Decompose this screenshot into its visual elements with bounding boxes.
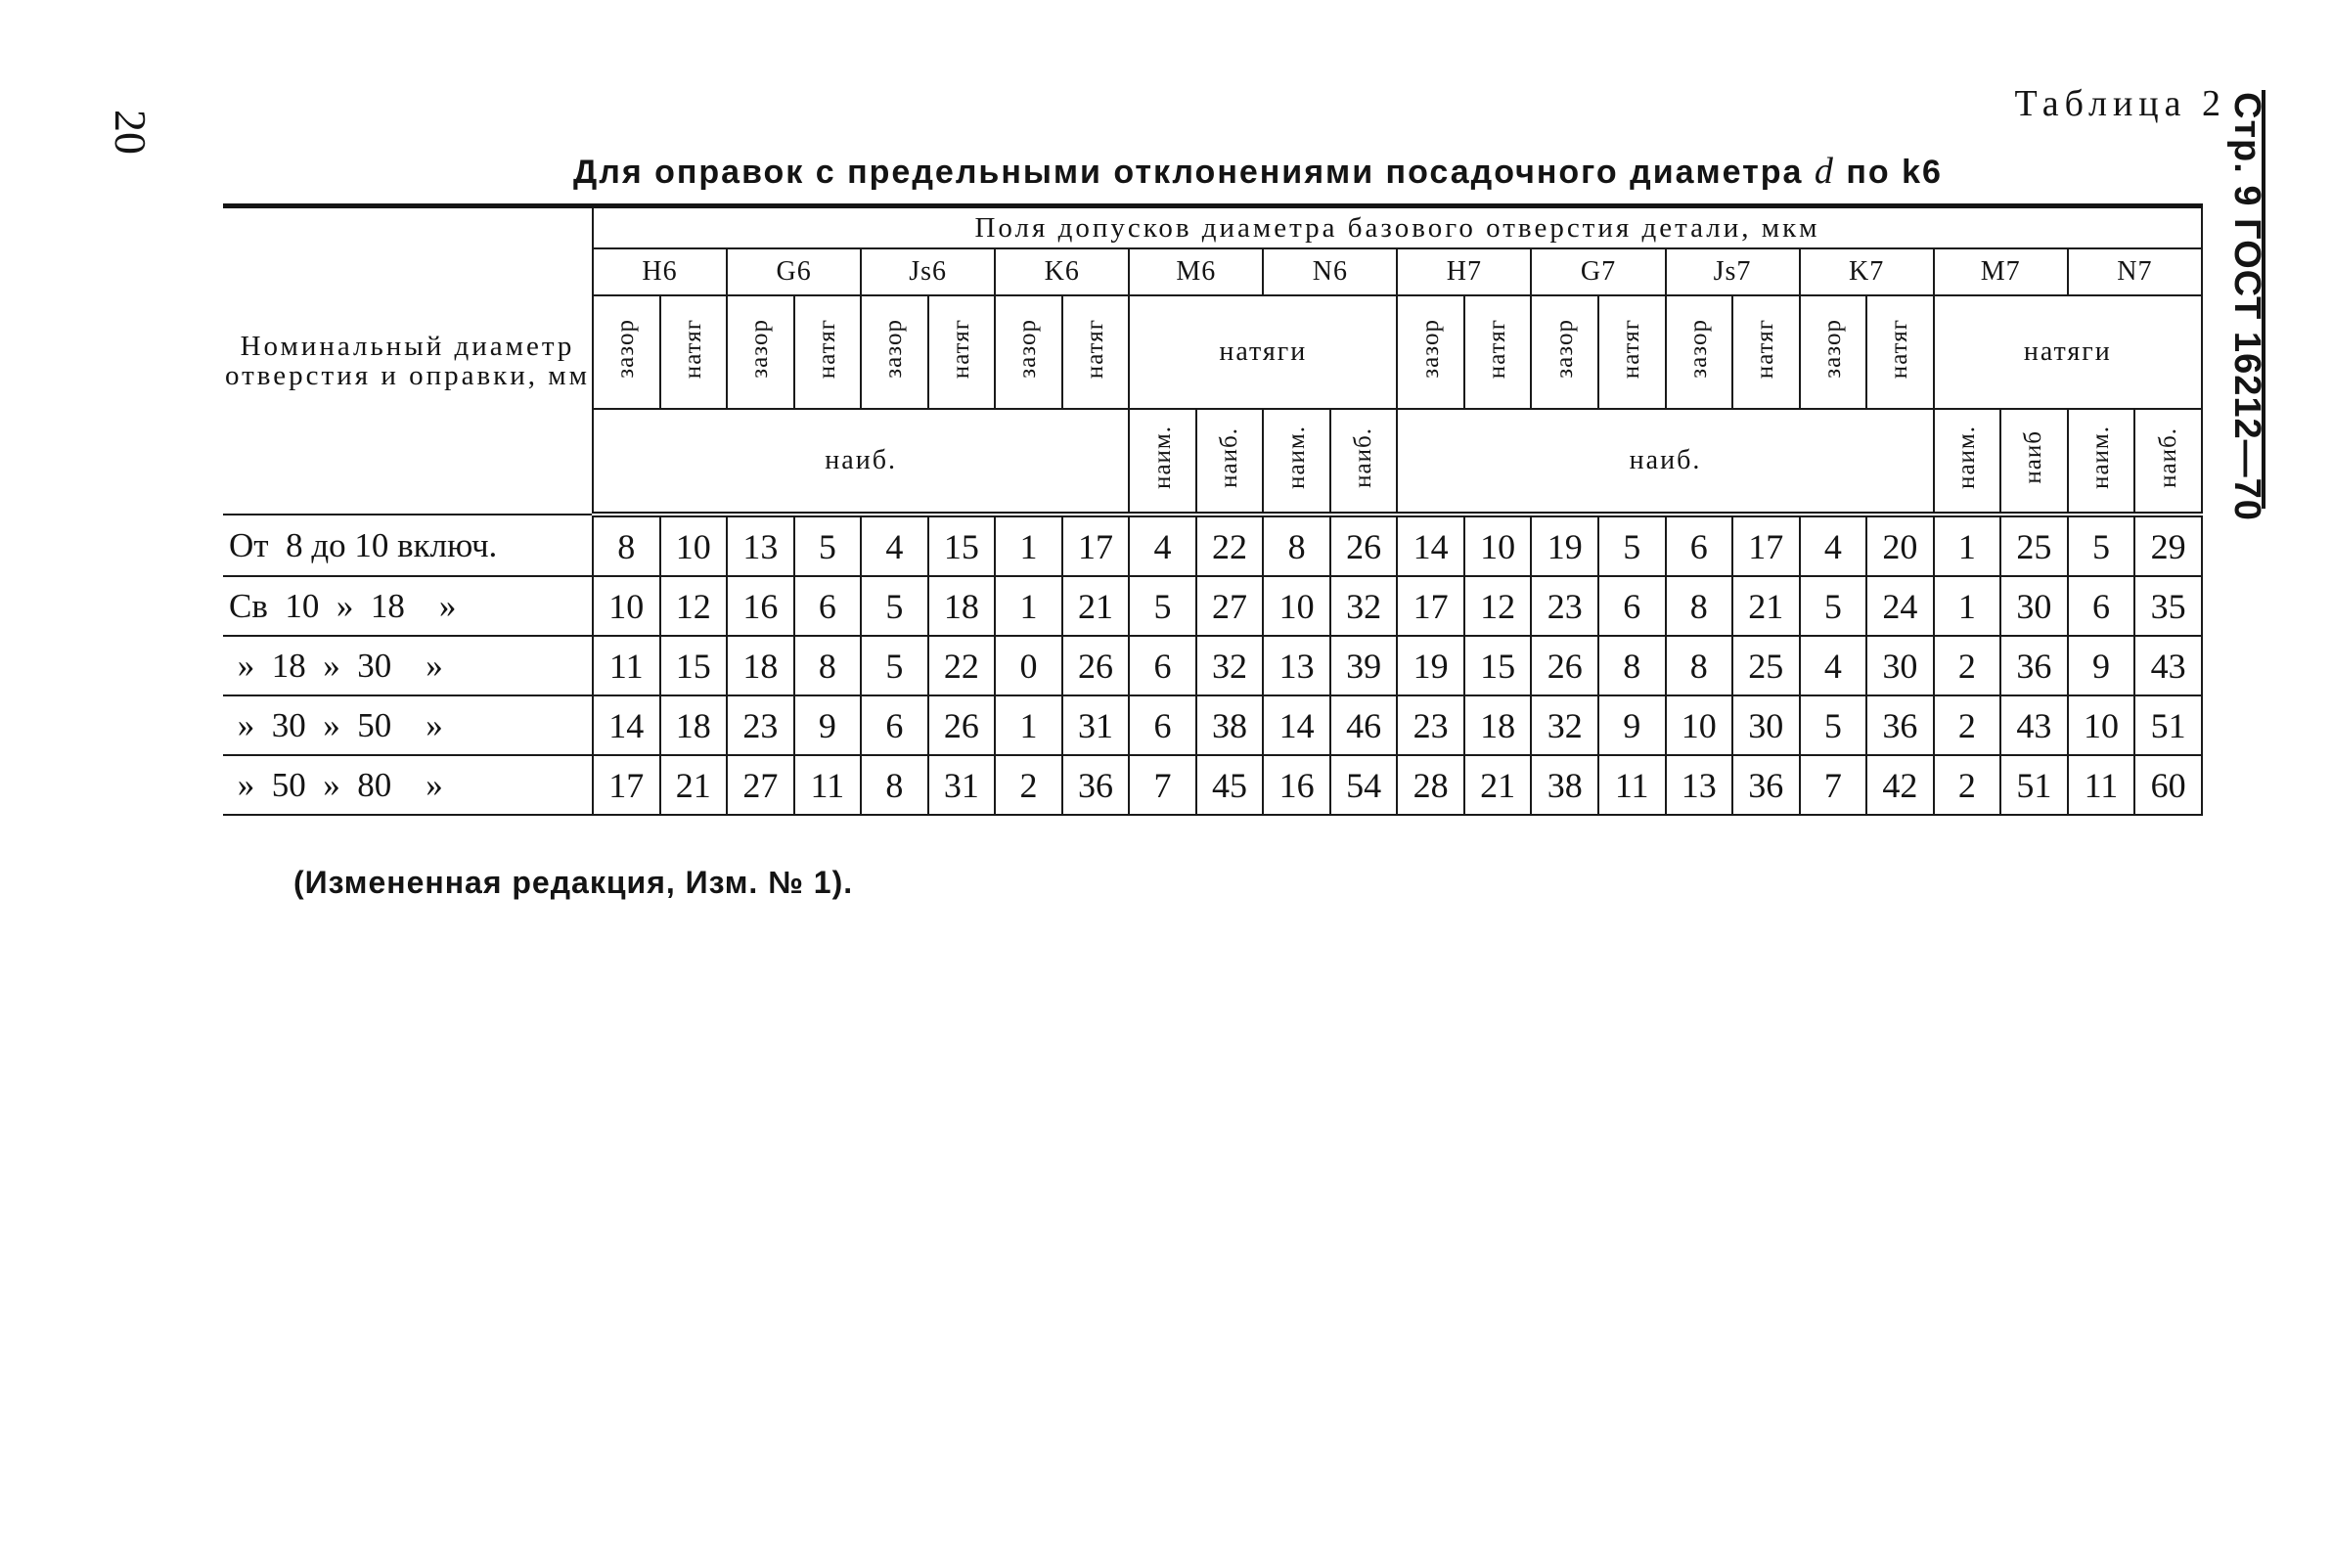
table-cell: 27 [727, 755, 794, 815]
field-k6: K6 [995, 248, 1129, 295]
table-cell: 27 [1196, 576, 1264, 636]
n7-max-header: наиб. [2134, 409, 2202, 515]
table-cell: 10 [1666, 695, 1733, 755]
table-cell: 26 [1062, 636, 1130, 695]
table-cell: 4 [1129, 515, 1196, 576]
table-cell: 54 [1330, 755, 1398, 815]
table-cell: 43 [2134, 636, 2202, 695]
table-cell: 36 [2000, 636, 2068, 695]
row-label: » 50 » 80 » [223, 755, 593, 815]
row-label: » 18 » 30 » [223, 636, 593, 695]
table-cell: 36 [1062, 755, 1130, 815]
table-cell: 11 [1598, 755, 1666, 815]
field-n7: N7 [2068, 248, 2202, 295]
table-cell: 39 [1330, 636, 1398, 695]
table-cell: 18 [727, 636, 794, 695]
table-cell: 8 [1666, 576, 1733, 636]
field-m6: M6 [1129, 248, 1263, 295]
table-cell: 14 [1263, 695, 1330, 755]
table-cell: 23 [1397, 695, 1464, 755]
table-cell: 5 [794, 515, 862, 576]
field-n6: N6 [1263, 248, 1397, 295]
table-cell: 7 [1800, 755, 1867, 815]
table-cell: 5 [1800, 576, 1867, 636]
row-label: Св 10 » 18 » [223, 576, 593, 636]
table-cell: 9 [2068, 636, 2135, 695]
table-cell: 2 [1934, 695, 2001, 755]
table-cell: 1 [995, 576, 1062, 636]
table-cell: 21 [1062, 576, 1130, 636]
caption-text-before: Для оправок с предельными отклонениями посадочного диаметра [573, 154, 1815, 191]
table-cell: 1 [1934, 576, 2001, 636]
table-cell: 2 [995, 755, 1062, 815]
table-cell: 13 [727, 515, 794, 576]
row-label: » 30 » 50 » [223, 695, 593, 755]
table-cell: 26 [928, 695, 996, 755]
table-cell: 21 [1732, 576, 1800, 636]
n7-min-header: наим. [2068, 409, 2135, 515]
k7-gap-header: зазор [1800, 295, 1867, 409]
table-cell: 32 [1531, 695, 1598, 755]
g6-interference-header: натяг [794, 295, 862, 409]
table-cell: 10 [1263, 576, 1330, 636]
table-row [223, 755, 2202, 815]
table-cell: 38 [1196, 695, 1264, 755]
k6-interference-header: натяг [1062, 295, 1130, 409]
table-cell: 5 [1800, 695, 1867, 755]
table-cell: 30 [1732, 695, 1800, 755]
field-g6: G6 [727, 248, 861, 295]
table-cell: 5 [861, 636, 928, 695]
field-m7: M7 [1934, 248, 2068, 295]
table-cell: 4 [861, 515, 928, 576]
table-cell: 10 [2068, 695, 2135, 755]
tolerance-table [223, 203, 2203, 816]
table-cell: 17 [1397, 576, 1464, 636]
table-cell: 18 [660, 695, 728, 755]
table-cell: 18 [1464, 695, 1532, 755]
table-header [223, 206, 2202, 515]
table-cell: 42 [1866, 755, 1934, 815]
table-body [223, 515, 2202, 815]
table-cell: 45 [1196, 755, 1264, 815]
table-cell: 12 [660, 576, 728, 636]
table-cell: 51 [2000, 755, 2068, 815]
table-cell: 26 [1330, 515, 1398, 576]
js6-gap-header: зазор [861, 295, 928, 409]
table-cell: 29 [2134, 515, 2202, 576]
table-cell: 8 [1598, 636, 1666, 695]
table-cell: 21 [660, 755, 728, 815]
table-cell: 6 [1598, 576, 1666, 636]
table-cell: 9 [1598, 695, 1666, 755]
table-cell: 11 [794, 755, 862, 815]
table-cell: 23 [1531, 576, 1598, 636]
table-row [223, 636, 2202, 695]
table-cell: 43 [2000, 695, 2068, 755]
table-cell: 8 [861, 755, 928, 815]
table-cell: 32 [1196, 636, 1264, 695]
table-cell: 11 [2068, 755, 2135, 815]
table-cell: 4 [1800, 515, 1867, 576]
table-cell: 19 [1397, 636, 1464, 695]
group7-max-header: наиб. [1397, 409, 1933, 515]
table-cell: 15 [660, 636, 728, 695]
table-cell: 21 [1464, 755, 1532, 815]
table-cell: 15 [1464, 636, 1532, 695]
fields-header: Поля допусков диаметра базового отверстия детали, мкм [593, 206, 2202, 249]
table-number: Таблица 2 [2014, 83, 2226, 124]
m7-max-header: наиб [2000, 409, 2068, 515]
table-cell: 8 [794, 636, 862, 695]
group6-max-header: наиб. [593, 409, 1129, 515]
m6-max-header: наиб. [1196, 409, 1264, 515]
field-h6: H6 [593, 248, 727, 295]
caption-variable: d [1814, 151, 1835, 192]
k7-interference-header: натяг [1866, 295, 1934, 409]
table-cell: 2 [1934, 755, 2001, 815]
table-cell: 6 [2068, 576, 2135, 636]
table-cell: 6 [1666, 515, 1733, 576]
table-cell: 13 [1263, 636, 1330, 695]
table-cell: 1 [995, 515, 1062, 576]
table-cell: 6 [861, 695, 928, 755]
n6-min-header: наим. [1263, 409, 1330, 515]
table-cell: 8 [1263, 515, 1330, 576]
table-cell: 14 [1397, 515, 1464, 576]
table-cell: 13 [1666, 755, 1733, 815]
table-cell: 22 [1196, 515, 1264, 576]
table-cell: 25 [2000, 515, 2068, 576]
table-cell: 19 [1531, 515, 1598, 576]
m7-min-header: наим. [1934, 409, 2001, 515]
table-cell: 30 [1866, 636, 1934, 695]
table-cell: 22 [928, 636, 996, 695]
table-cell: 9 [794, 695, 862, 755]
table-cell: 8 [593, 515, 660, 576]
table-cell: 31 [928, 755, 996, 815]
table-cell: 4 [1800, 636, 1867, 695]
revision-note: (Измененная редакция, Изм. № 1). [293, 865, 854, 900]
table-cell: 17 [1062, 515, 1130, 576]
row-label: От 8 до 10 включ. [223, 515, 593, 576]
field-h7: H7 [1397, 248, 1531, 295]
table-cell: 6 [1129, 636, 1196, 695]
table-cell: 31 [1062, 695, 1130, 755]
table-cell: 1 [995, 695, 1062, 755]
table-cell: 38 [1531, 755, 1598, 815]
table-cell: 20 [1866, 515, 1934, 576]
table-cell: 35 [2134, 576, 2202, 636]
table-cell: 12 [1464, 576, 1532, 636]
caption-text-after: по k6 [1834, 154, 1943, 191]
stub-header: Номинальный диаметр отверстия и оправки, мм [223, 206, 593, 515]
table-row [223, 576, 2202, 636]
g6-gap-header: зазор [727, 295, 794, 409]
table-cell: 18 [928, 576, 996, 636]
g7-interference-header: натяг [1598, 295, 1666, 409]
table-cell: 16 [1263, 755, 1330, 815]
m6-n6-interferences-header: натяги [1129, 295, 1397, 409]
table-cell: 0 [995, 636, 1062, 695]
table-cell: 36 [1866, 695, 1934, 755]
table-cell: 14 [593, 695, 660, 755]
table-cell: 6 [1129, 695, 1196, 755]
table-cell: 25 [1732, 636, 1800, 695]
table-cell: 60 [2134, 755, 2202, 815]
m7-n7-interferences-header: натяги [1934, 295, 2202, 409]
table-caption [573, 150, 1943, 193]
field-k7: K7 [1800, 248, 1934, 295]
table-cell: 5 [1598, 515, 1666, 576]
g7-gap-header: зазор [1531, 295, 1598, 409]
table-cell: 36 [1732, 755, 1800, 815]
table-cell: 1 [1934, 515, 2001, 576]
table-cell: 10 [660, 515, 728, 576]
table-cell: 26 [1531, 636, 1598, 695]
k6-gap-header: зазор [995, 295, 1062, 409]
table-cell: 10 [593, 576, 660, 636]
table-cell: 51 [2134, 695, 2202, 755]
field-g7: G7 [1531, 248, 1665, 295]
table-cell: 11 [593, 636, 660, 695]
table-cell: 46 [1330, 695, 1398, 755]
table-cell: 28 [1397, 755, 1464, 815]
table-cell: 8 [1666, 636, 1733, 695]
js7-gap-header: зазор [1666, 295, 1733, 409]
table-cell: 17 [593, 755, 660, 815]
table-cell: 15 [928, 515, 996, 576]
field-js7: Js7 [1666, 248, 1800, 295]
table-cell: 10 [1464, 515, 1532, 576]
table-cell: 7 [1129, 755, 1196, 815]
table-cell: 24 [1866, 576, 1934, 636]
n6-max-header: наиб. [1330, 409, 1398, 515]
h7-gap-header: зазор [1397, 295, 1464, 409]
table-row [223, 695, 2202, 755]
table-row [223, 515, 2202, 576]
table-cell: 5 [1129, 576, 1196, 636]
m6-min-header: наим. [1129, 409, 1196, 515]
table-cell: 23 [727, 695, 794, 755]
h6-interference-header: натяг [660, 295, 728, 409]
table-cell: 32 [1330, 576, 1398, 636]
table-cell: 5 [2068, 515, 2135, 576]
page-number: 20 [106, 110, 156, 155]
table-cell: 2 [1934, 636, 2001, 695]
table-cell: 30 [2000, 576, 2068, 636]
h6-gap-header: зазор [593, 295, 660, 409]
running-head: Стр. 9 ГОСТ 16212—70 [2226, 92, 2267, 521]
table-cell: 6 [794, 576, 862, 636]
js6-interference-header: натяг [928, 295, 996, 409]
table-cell: 16 [727, 576, 794, 636]
table-cell: 5 [861, 576, 928, 636]
h7-interference-header: натяг [1464, 295, 1532, 409]
js7-interference-header: натяг [1732, 295, 1800, 409]
table-cell: 17 [1732, 515, 1800, 576]
field-js6: Js6 [861, 248, 995, 295]
